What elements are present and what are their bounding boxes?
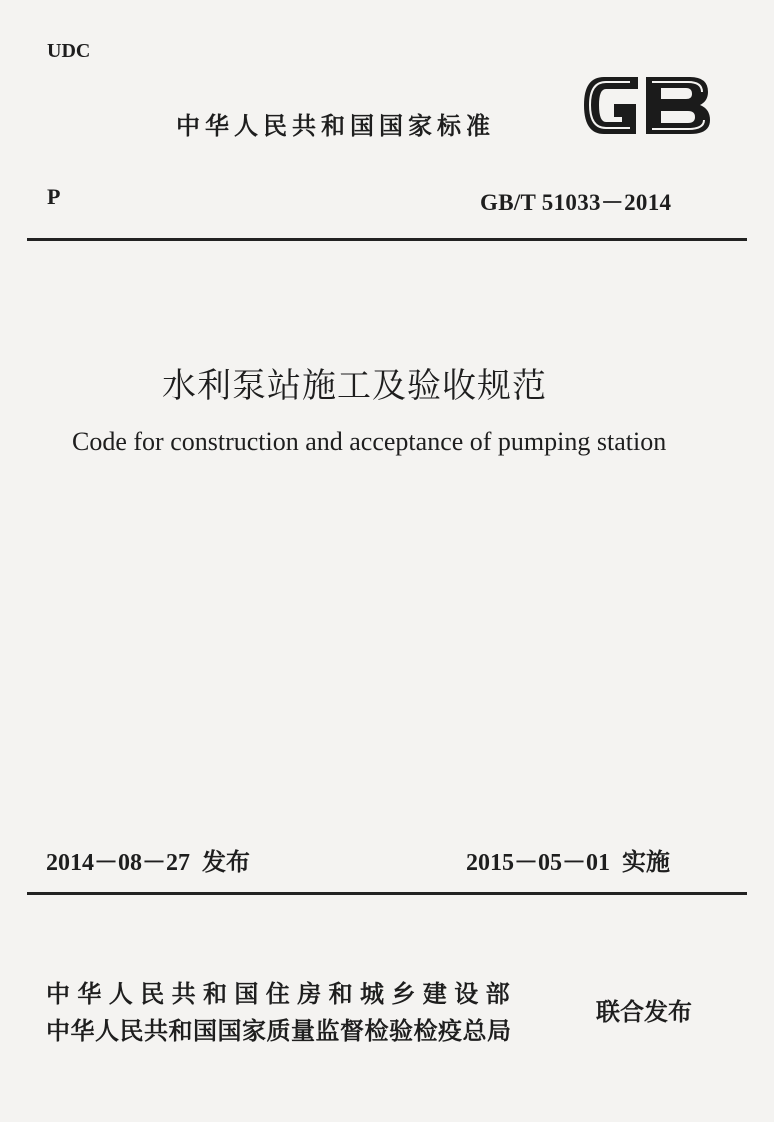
bottom-divider (27, 892, 747, 895)
issue-date: 2014－08－27 (46, 850, 190, 876)
gb-logo (578, 68, 716, 143)
issue-date-line (46, 842, 250, 877)
implementation-date: 2015－05－01 (466, 850, 610, 876)
implementation-date-line (466, 842, 670, 877)
title-english: Code for construction and acceptance of pumping station (72, 427, 667, 456)
publisher-aqsiq: 中华人民共和国国家质量监督检验检疫总局 (46, 1017, 512, 1045)
issue-label: 发布 (202, 848, 250, 876)
category-code: P (47, 184, 61, 209)
title-chinese: 水利泵站施工及验收规范 (162, 366, 547, 406)
top-divider (27, 238, 747, 241)
standard-number: GB/T 51033－2014 (480, 190, 672, 215)
publisher-ministry: 中华人民共和国住房和城乡建设部 (46, 980, 517, 1008)
udc-label: UDC (47, 40, 91, 62)
implementation-label: 实施 (622, 848, 670, 876)
national-standard-heading: 中华人民共和国国家标准 (176, 112, 495, 140)
joint-publication-label: 联合发布 (596, 998, 692, 1026)
